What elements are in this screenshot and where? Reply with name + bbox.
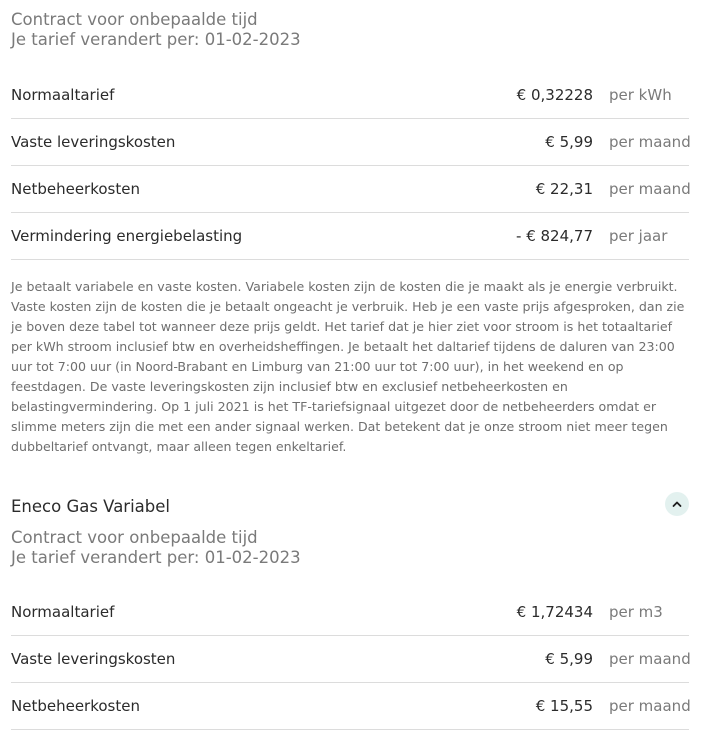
table-row: [11, 589, 689, 636]
rate-unit: per kWh: [609, 86, 672, 104]
rate-amount: - € 824,77: [516, 227, 593, 245]
rate-amount: € 0,32228: [516, 86, 593, 104]
rate-amount: € 5,99: [545, 133, 593, 151]
table-row: [11, 683, 689, 730]
rate-unit: per maand: [609, 133, 691, 151]
tariff-explanation: Je betaalt variabele en vaste kosten. Variabele kosten zijn de kosten die je maakt als je energie verbruikt. Vaste kosten zijn de kosten die je betaalt ongeacht je verbruik. Heb je een vaste prijs afgesproken, dan zie je boven deze tabel tot wanneer deze prijs geldt. Het tarief dat je hier ziet voor stroom is het totaaltarief per kWh stroom inclusief btw en overheidsheffingen. Je betaalt het daltarief tijdens de daluren van 23:00 uur tot 7:00 uur (in Noord-Brabant en Limburg van 21:00 uur tot 7:00 uur), in het weekend en op feestdagen. De vaste leveringskosten zijn inclusief btw en exclusief netbeheerkosten en belastingvermindering. Op 1 juli 2021 is het TF-tariefsignaal uitgezet door de netbeheerders omdat er slimme meters zijn die met een ander signaal werken. Dat betekent dat je onze stroom niet meer tegen dubbeltarief ontvangt, maar alleen tegen enkeltarief.: [11, 279, 685, 454]
rate-unit: per maand: [609, 697, 691, 715]
rate-label: Normaaltarief: [11, 86, 115, 104]
rate-unit: per maand: [609, 180, 691, 198]
rate-amount: € 15,55: [535, 697, 593, 715]
rate-label: Vaste leveringskosten: [11, 133, 176, 151]
contract-type: Contract voor onbepaalde tijd: [11, 528, 258, 547]
tariff-change-date: Je tarief verandert per: 01-02-2023: [11, 30, 301, 49]
tariff-change-date: Je tarief verandert per: 01-02-2023: [11, 548, 301, 567]
rate-amount: € 22,31: [535, 180, 593, 198]
table-row: [11, 166, 689, 213]
electricity-rate-table: [11, 72, 689, 260]
gas-contract-info: [11, 528, 301, 568]
table-row: [11, 119, 689, 166]
rate-amount: € 1,72434: [516, 603, 593, 621]
rate-label: Vermindering energiebelasting: [11, 227, 243, 245]
table-row: [11, 72, 689, 119]
table-row: [11, 636, 689, 683]
rate-label: Netbeheerkosten: [11, 697, 140, 715]
rate-label: Normaaltarief: [11, 603, 115, 621]
table-row: [11, 213, 689, 260]
rate-unit: per jaar: [609, 227, 668, 245]
chevron-up-icon: [671, 498, 683, 510]
electricity-contract-info: [11, 10, 301, 50]
rate-label: Netbeheerkosten: [11, 180, 140, 198]
collapse-button[interactable]: [665, 492, 689, 516]
contract-type: Contract voor onbepaalde tijd: [11, 10, 258, 29]
rate-unit: per m3: [609, 603, 663, 621]
rate-label: Vaste leveringskosten: [11, 650, 176, 668]
gas-rate-table: [11, 589, 689, 730]
rate-unit: per maand: [609, 650, 691, 668]
gas-product-title: Eneco Gas Variabel: [11, 497, 170, 516]
rate-amount: € 5,99: [545, 650, 593, 668]
